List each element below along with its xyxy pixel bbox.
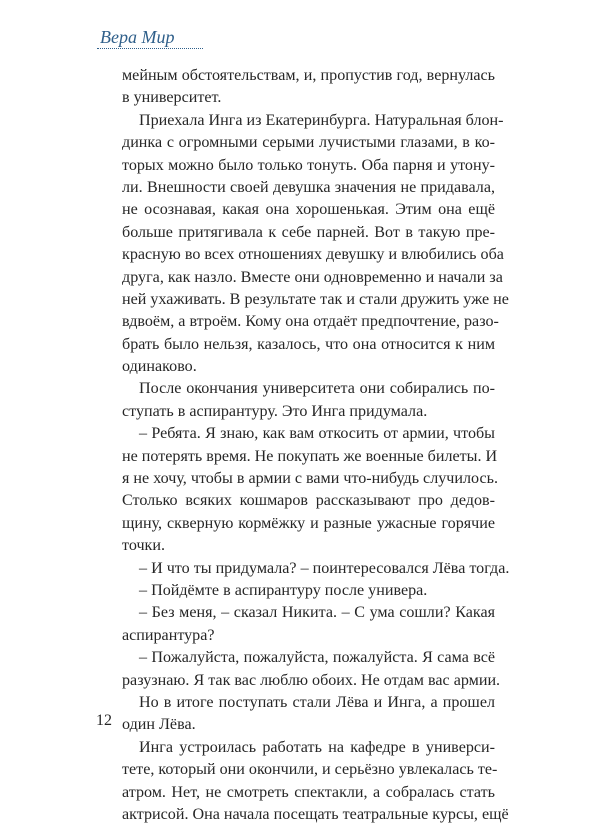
text-line: друга, как назло. Вместе они одновременно и начали за (122, 268, 503, 286)
text-line: динка с огромными серыми лучистыми глазами, в ко- (122, 134, 495, 152)
text-line: мейным обстоятельствам, и, пропустив год, вернулась (122, 67, 495, 84)
text-line: я не хочу, чтобы в армии с вами что-нибудь случилось. (122, 470, 498, 488)
text-line: тете, который они окончили, и серьёзно увлекалась те- (122, 761, 498, 779)
text-line: аспирантура? (122, 626, 215, 644)
text-line: брать было нельзя, казалось, что она относится к ним (122, 335, 495, 353)
text-line: – Пожалуйста, пожалуйста, пожалуйста. Я сама всё (139, 649, 495, 667)
text-line: – Ребята. Я знаю, как вам откосить от армии, чтобы (139, 425, 495, 443)
text-line: – И что ты придумала? – поинтересовался Лёва тогда. (139, 559, 510, 577)
running-header-author: Вера Мир (100, 27, 175, 47)
text-line: атром. Нет, не смотреть спектакли, а собралась стать (122, 783, 495, 801)
text-line: больше притягивала к себе парней. Вот в такую пре- (122, 223, 495, 241)
body-text (122, 65, 510, 826)
text-line: красную во всех отношениях девушку и влюбились оба (122, 246, 504, 264)
text-line: в университет. (122, 89, 222, 107)
header-dotted-rule (97, 48, 203, 49)
text-line: точки. (122, 537, 166, 555)
text-line: После окончания университета они собирались по- (139, 380, 495, 398)
text-line: – Без меня, – сказал Никита. – С ума сошли? Какая (139, 604, 495, 622)
text-line: щину, скверную кормёжку и разные ужасные горячие (122, 514, 495, 532)
text-line: вдвоём, а втроём. Кому она отдаёт предпочтение, разо- (122, 313, 499, 331)
text-line: один Лёва. (122, 716, 196, 734)
text-line: не осознавая, какая она хорошенькая. Этим она ещё (122, 201, 495, 219)
text-line: Приехала Инга из Екатеринбурга. Натуральная блон- (139, 111, 504, 129)
text-line: Но в итоге поступать стали Лёва и Инга, а прошел (139, 693, 495, 711)
page-number: 12 (96, 712, 112, 729)
text-line: Столько всяких кошмаров рассказывают про дедов- (122, 492, 495, 510)
text-line: ней ухаживать. В результате так и стали дружить уже не (122, 290, 509, 308)
text-line: одинаково. (122, 358, 197, 376)
text-line: ли. Внешности своей девушка значения не придавала, (122, 178, 495, 196)
text-line: разузнаю. Я так вас люблю обоих. Не отдам вас армии. (122, 671, 501, 689)
text-line: актрисой. Она начала посещать театральные курсы, ещё (122, 805, 509, 823)
text-line: не потерять время. Не покупать же военные билеты. И (122, 447, 498, 465)
text-line: ступать в аспирантуру. Это Инга придумала. (122, 402, 428, 420)
text-line: – Пойдёмте в аспирантуру после универа. (139, 581, 428, 599)
text-line: торых можно было только тонуть. Оба парня и утону- (122, 156, 495, 174)
text-line: Инга устроилась работать на кафедре в универси- (139, 738, 495, 756)
